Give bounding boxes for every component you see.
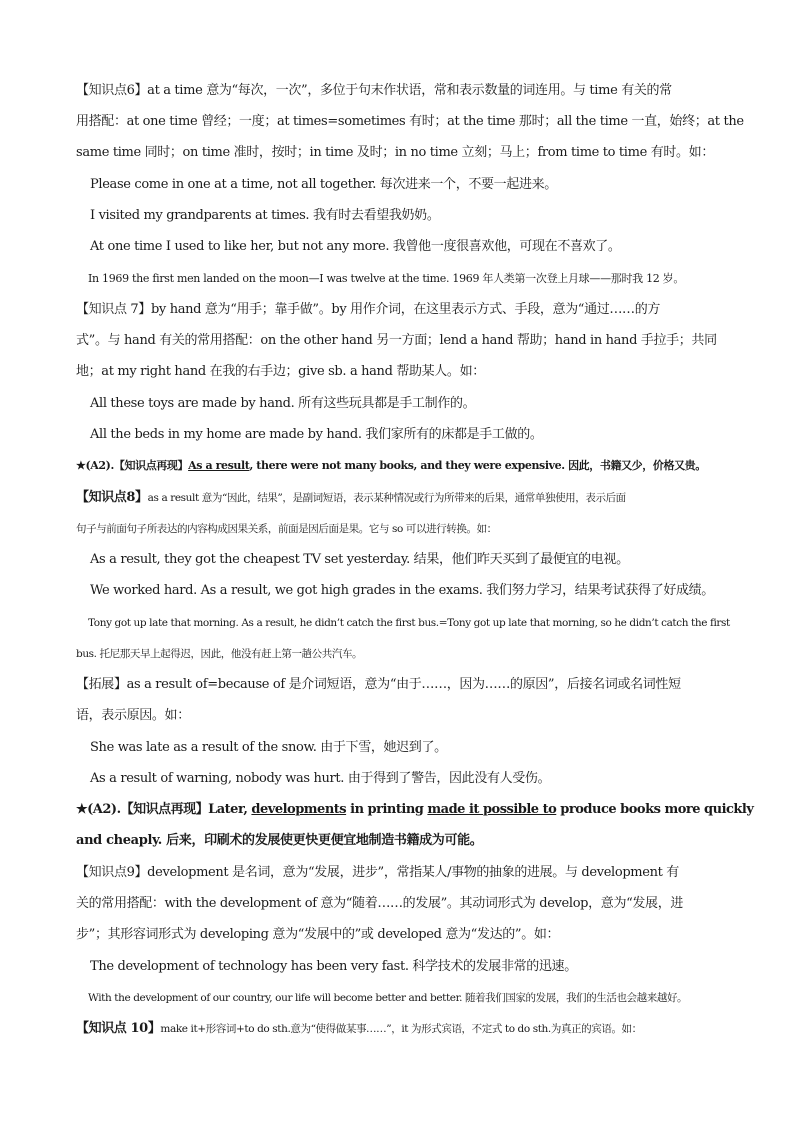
kp8-example-3b: bus. 托尼那天早上起得迟，因此，他没有赶上第一趟公共汽车。 bbox=[76, 648, 363, 660]
extension-example-1: She was late as a result of the snow. 由于下雪，她迟到了。 bbox=[90, 740, 447, 755]
kp6-line-1: 【知识点6】at a time 意为“每次，一次”，多位于句末作状语，常和表示数量的词连用。与 time 有关的常 bbox=[76, 83, 672, 98]
extension-example-2: As a result of warning, nobody was hurt. 由于得到了警告，因此没有人受伤。 bbox=[90, 771, 551, 786]
review2-line-1 bbox=[76, 801, 754, 819]
review2-line-2: and cheaply. 后来，印刷术的发展使更快更便宜地制造书籍成为可能。 bbox=[76, 833, 483, 848]
kp7-example-2: All the beds in my home are made by hand. 我们家所有的床都是手工做的。 bbox=[90, 427, 543, 442]
kp8-example-1: As a result, they got the cheapest TV set yesterday. 结果，他们昨天买到了最便宜的电视。 bbox=[90, 552, 629, 567]
kp6-example-3: At one time I used to like her, but not any more. 我曾他一度很喜欢他，可现在不喜欢了。 bbox=[90, 239, 621, 254]
review2-segment-2: in printing bbox=[346, 802, 428, 817]
kp8-example-3a: Tony got up late that morning. As a result, he didn’t catch the first bus.=Tony got up late that morning, so he didn’t catch the first bbox=[88, 617, 730, 629]
kp8-line-2: 句子与前面句子所表达的内容构成因果关系，前面是因后面是果。它与 so 可以进行转换。如： bbox=[76, 523, 497, 535]
kp6-line-3: same time 同时；on time 准时，按时；in time 及时；in no time 立刻；马上；from time to time 有时。如： bbox=[76, 145, 714, 160]
kp7-example-1: All these toys are made by hand. 所有这些玩具都是手工制作的。 bbox=[90, 396, 476, 411]
kp6-example-2: I visited my grandparents at times. 我有时去看望我奶奶。 bbox=[90, 208, 440, 223]
review-prefix: ★(A2).【知识点再现】 bbox=[76, 459, 189, 472]
kp7-line-2: 式”。与 hand 有关的常用搭配：on the other hand 另一方面；lend a hand 帮助；hand in hand 手拉手；共同 bbox=[76, 333, 717, 348]
kp9-line-1: 【知识点9】development 是名词，意为“发展，进步”，常指某人/事物的抽象的进展。与 development 有 bbox=[76, 865, 679, 880]
kp8-label: 【知识点8】 bbox=[76, 490, 148, 505]
kp9-line-3: 步”；其形容词形式为 developing 意为“发展中的”或 developed 意为“发达的”。如： bbox=[76, 927, 560, 942]
review2-underlined-2: made it possible to bbox=[427, 802, 557, 817]
kp10-text: make it+形容词+to do sth.意为“使得做某事……”，it 为形式宾语，不定式 to do sth.为真正的宾语。如： bbox=[160, 1023, 642, 1035]
kp10-label: 【知识点 10】 bbox=[76, 1021, 161, 1036]
review2-underlined-1: developments bbox=[251, 802, 347, 817]
kp10-line-1 bbox=[76, 1020, 722, 1038]
extension-line-2: 语，表示原因。如： bbox=[76, 708, 190, 723]
kp8-line-1 bbox=[76, 489, 722, 507]
kp7-line-3: 地；at my right hand 在我的右手边；give sb. a hand 帮助某人。如： bbox=[76, 364, 485, 379]
review2-segment-3: produce books more quickly bbox=[556, 802, 754, 817]
kp9-example-2: With the development of our country, our life will become better and better. 随着我们国家的发展，我们的生活也会越来越好。 bbox=[88, 992, 688, 1004]
review-line-1 bbox=[76, 457, 722, 475]
review-rest: , there were not many books, and they were expensive. 因此，书籍又少，价格又贵。 bbox=[249, 459, 706, 472]
kp9-example-1: The development of technology has been very fast. 科学技术的发展非常的迅速。 bbox=[90, 959, 577, 974]
kp8-example-2: We worked hard. As a result, we got high grades in the exams. 我们努力学习，结果考试获得了好成绩。 bbox=[90, 583, 714, 598]
kp9-line-2: 关的常用搭配：with the development of 意为“随着……的发展”。其动词形式为 develop，意为“发展，进 bbox=[76, 896, 683, 911]
kp7-line-1: 【知识点 7】by hand 意为“用手；靠手做”。by 用作介词，在这里表示方式、手段，意为“通过……的方 bbox=[76, 302, 660, 317]
kp6-example-4: In 1969 the first men landed on the moon—I was twelve at the time. 1969 年人类第一次登上月球——那时我 12 岁。 bbox=[88, 272, 685, 285]
review2-segment-1: ★(A2).【知识点再现】Later, bbox=[76, 802, 252, 817]
extension-line-1: 【拓展】as a result of=because of 是介词短语，意为“由于……，因为……的原因”，后接名词或名词性短 bbox=[76, 677, 681, 692]
kp6-line-2: 用搭配：at one time 曾经；一度；at times=sometimes 有时；at the time 那时；all the time 一直，始终；at the bbox=[76, 114, 744, 129]
kp8-line-1-text: as a result 意为“因此，结果”，是副词短语，表示某种情况或行为所带来的后果，通常单独使用，表示后面 bbox=[147, 492, 626, 504]
review-underlined-phrase: As a result bbox=[188, 459, 250, 472]
kp6-example-1: Please come in one at a time, not all together. 每次进来一个，不要一起进来。 bbox=[90, 177, 557, 192]
